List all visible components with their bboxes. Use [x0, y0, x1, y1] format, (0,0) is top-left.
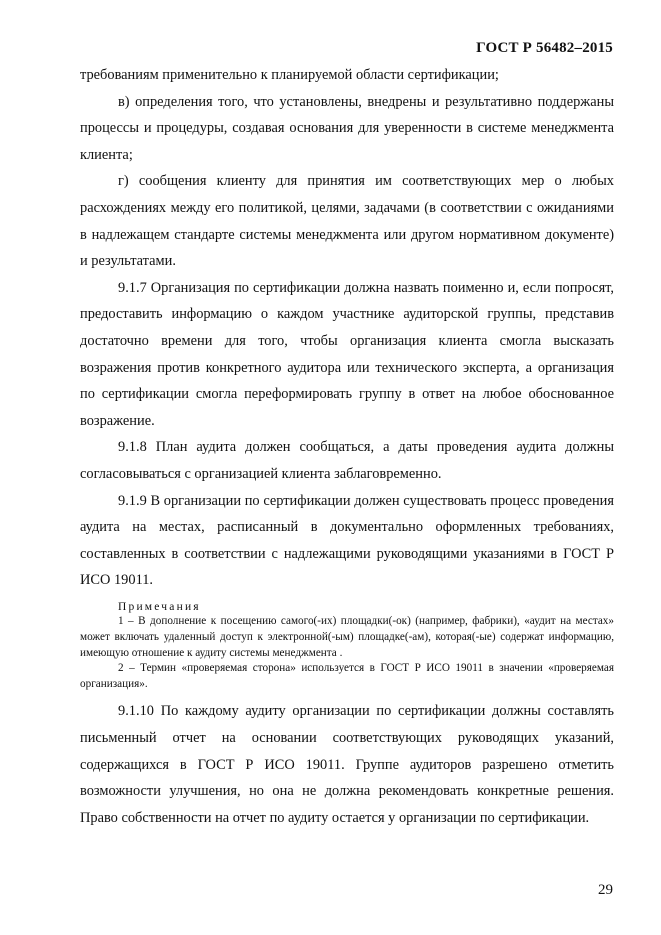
document-body [80, 62, 614, 831]
paragraph-9-1-7: 9.1.7 Организация по сертификации должна назвать поименно и, если попросят, предоставить информацию о каждом участнике аудиторской группы, представив достаточно времени для того, чтобы организация клиента смогла высказать возражения против конкретного аудитора или технического эксперта, а организация по сертификации смогла переформировать группу в ответ на любое обоснованное возражение. [80, 279, 614, 429]
paragraph-9-1-10: 9.1.10 По каждому аудиту организации по сертификации должны составлять письменный отчет на основании соответствующих руководящих указаний, содержащихся в ГОСТ Р ИСО 19011. Группе аудиторов разрешено отметить возможности улучшения, но она не должна рекомендовать конкретные решения. Право собственности на отчет по аудиту остается у организации по сертификации. [80, 703, 614, 826]
note-2: 2 – Термин «проверяемая сторона» используется в ГОСТ Р ИСО 19011 в значении «проверяемая организация». [80, 662, 614, 690]
document-header: ГОСТ Р 56482–2015 [476, 40, 613, 56]
note-1: 1 – В дополнение к посещению самого(-их) площадки(-ок) (например, фабрики), «аудит на местах» может включать удаленный доступ к электронной(-ым) площадке(-ам), которая(-ые) содержат информацию, имеющую отношение к аудиту системы менеджмента . [80, 615, 614, 659]
paragraph-item-v: в) определения того, что установлены, внедрены и результативно поддержаны процессы и процедуры, создавая основания для уверенности в системе менеджмента клиента; [80, 93, 614, 163]
paragraph-item-g: г) сообщения клиенту для принятия им соответствующих мер о любых расхождениях между его политикой, целями, задачами (в соответствии с ожиданиями в надлежащем стандарте системы менеджмента или другом нормативном документе) и результатами. [80, 173, 614, 270]
page-number: 29 [598, 882, 613, 898]
notes-title: Примечания [118, 600, 201, 613]
paragraph-9-1-8: 9.1.8 План аудита должен сообщаться, а даты проведения аудита должны согласовываться с организацией клиента заблаговременно. [80, 439, 614, 482]
notes-block [80, 600, 614, 692]
paragraph-9-1-9: 9.1.9 В организации по сертификации должен существовать процесс проведения аудита на местах, расписанный в документально оформленных требованиях, составленных в соответствии с надлежащими руководящими указаниями в ГОСТ Р ИСО 19011. [80, 492, 614, 589]
paragraph-continuation: требованиям применительно к планируемой области сертификации; [80, 67, 499, 83]
